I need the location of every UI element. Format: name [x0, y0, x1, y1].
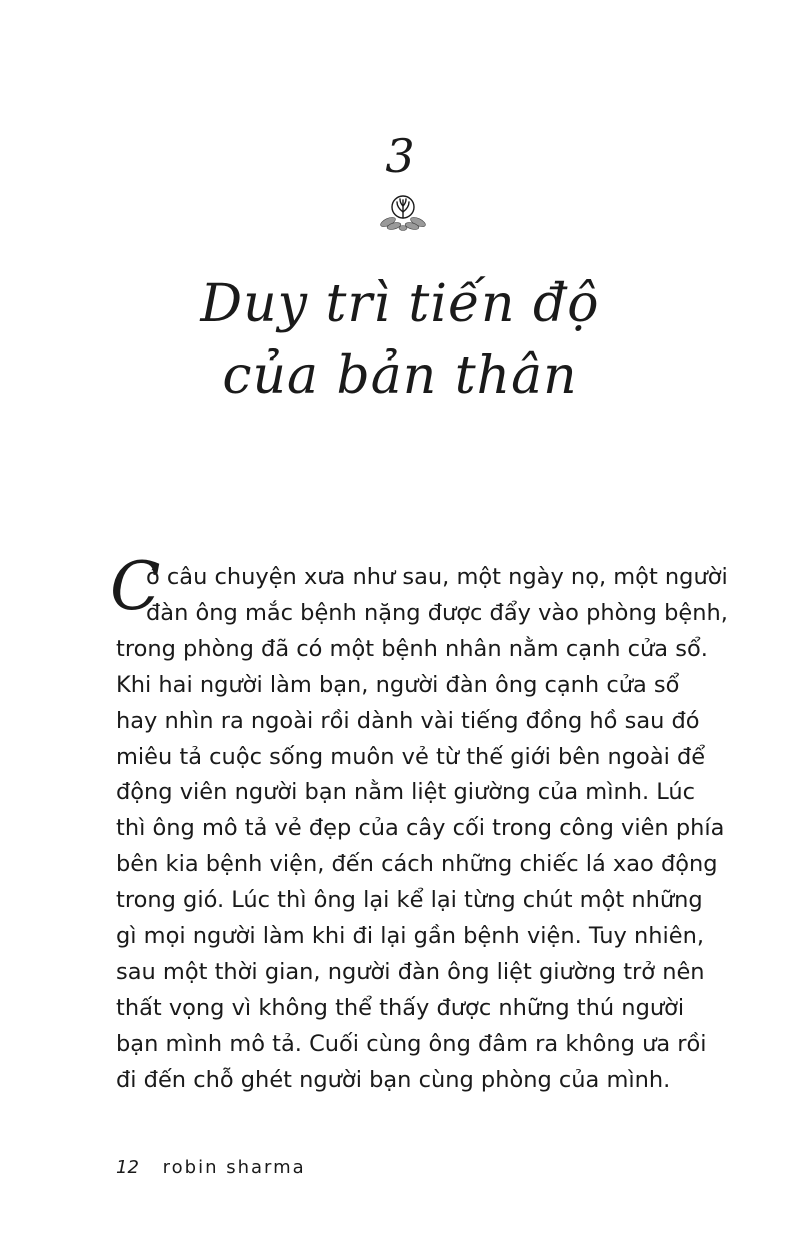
paragraph-line: bên kia bệnh viện, đến cách những chiếc lá xao động [116, 851, 718, 878]
paragraph-line: trong gió. Lúc thì ông lại kể lại từng chút một những [116, 887, 703, 914]
chapter-title [0, 268, 800, 412]
drop-cap: C [110, 548, 161, 625]
paragraph-line: đi đến chỗ ghét người bạn cùng phòng của mình. [116, 1066, 671, 1093]
paragraph-line: bạn mình mô tả. Cuối cùng ông đâm ra không ưa rồi [116, 1030, 707, 1057]
paragraph-line: miêu tả cuộc sống muôn vẻ từ thế giới bên ngoài để [116, 743, 706, 770]
page-footer [116, 1156, 306, 1180]
paragraph-line: hay nhìn ra ngoài rồi dành vài tiếng đồng hồ sau đó [116, 707, 700, 734]
chapter-number: 3 [385, 129, 415, 183]
leaf-sprig-ornament-icon [378, 190, 428, 234]
paragraph-line: trong phòng đã có một bệnh nhân nằm cạnh cửa sổ. [116, 635, 708, 662]
paragraph-line: ó câu chuyện xưa như sau, một ngày nọ, một người [146, 564, 728, 590]
paragraph-line: gì mọi người làm khi đi lại gần bệnh viện. Tuy nhiên, [116, 923, 705, 950]
page-number: 12 [116, 1157, 139, 1178]
paragraph-line: sau một thời gian, người đàn ông liệt giường trở nên [116, 958, 705, 985]
paragraph-line: Khi hai người làm bạn, người đàn ông cạnh cửa sổ [116, 671, 680, 698]
chapter-title-line-2: của bản thân [222, 346, 578, 406]
paragraph-line: động viên người bạn nằm liệt giường của mình. Lúc [116, 779, 696, 806]
chapter-title-line-1: Duy trì tiến độ [200, 274, 600, 334]
paragraph-line: thất vọng vì không thể thấy được những thú người [116, 994, 685, 1021]
paragraph-line: đàn ông mắc bệnh nặng được đẩy vào phòng bệnh, [146, 599, 728, 626]
running-author: robin sharma [162, 1157, 306, 1178]
paragraph-line: thì ông mô tả vẻ đẹp của cây cối trong công viên phía [116, 815, 725, 842]
story-paragraph [110, 548, 728, 1099]
